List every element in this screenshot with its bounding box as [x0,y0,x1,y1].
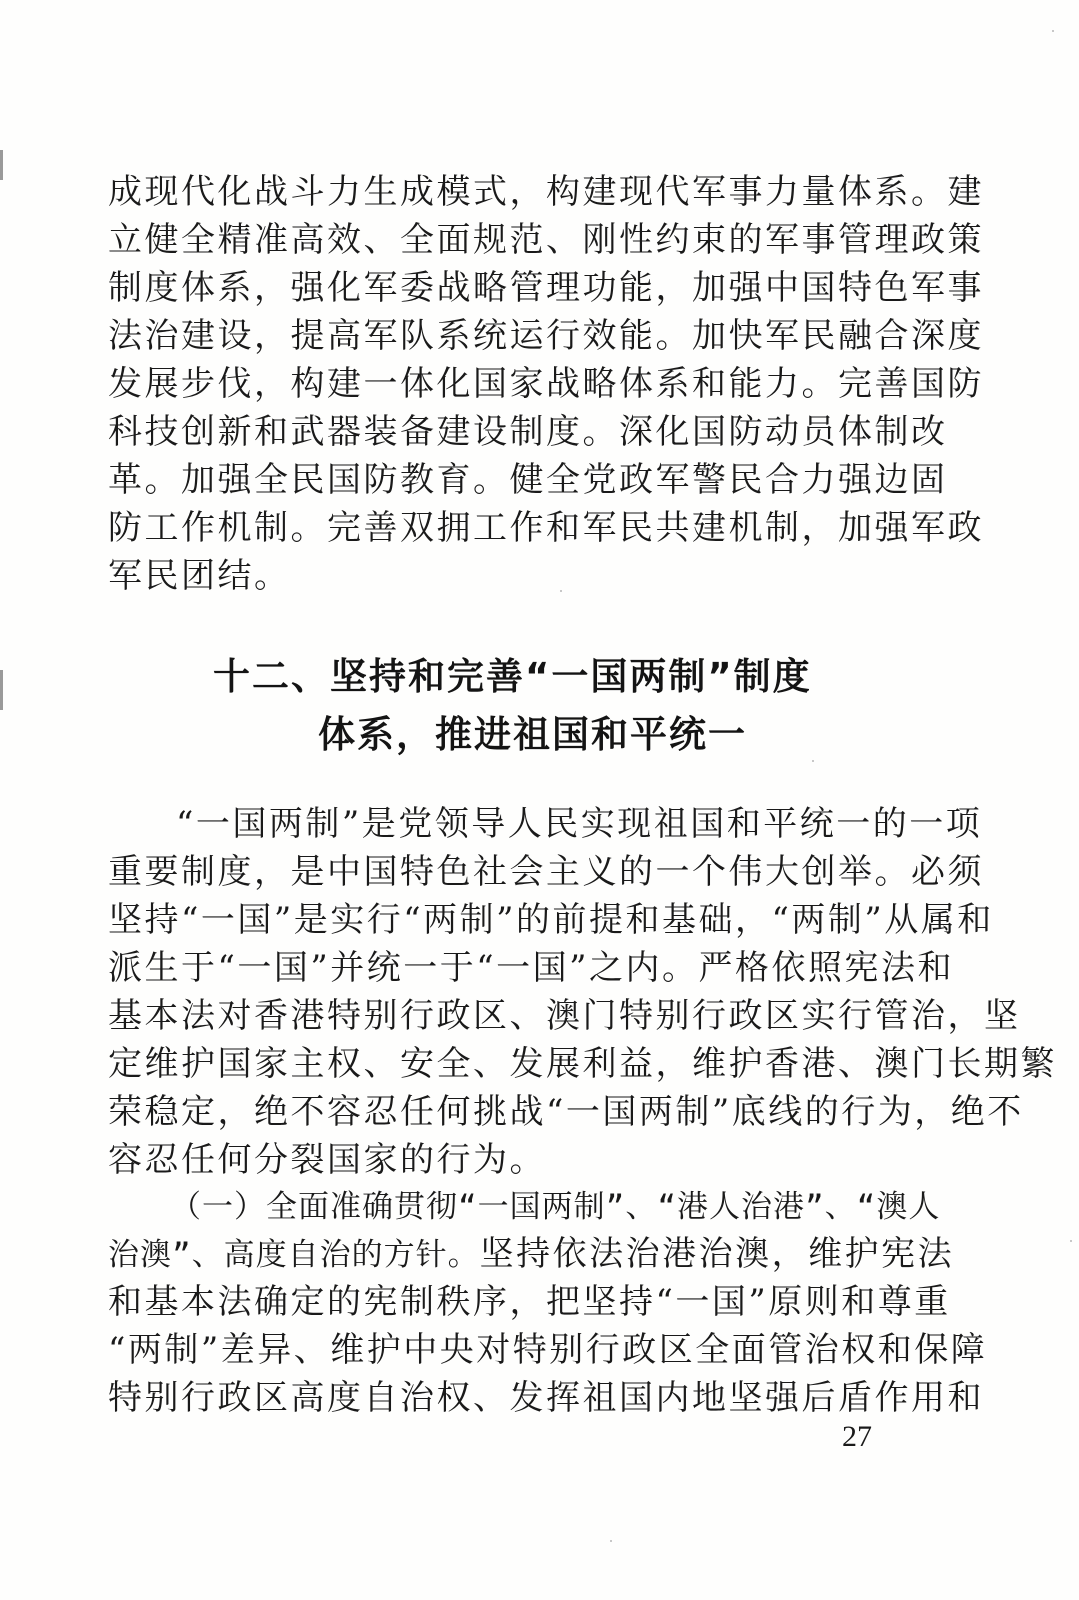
text-line: 防工作机制。完善双拥工作和军民共建机制，加强军政 [108,508,984,548]
section-heading [0,648,1079,764]
text-line: 军民团结。 [108,556,291,596]
scan-speck [1070,1240,1072,1242]
scan-speck [1052,30,1054,32]
text-line [108,1230,955,1278]
text-line: 法治建设，提高军队系统运行效能。加快军民融合深度 [108,316,984,356]
text-line: 定维护国家主权、安全、发展利益，维护香港、澳门长期繁 [108,1044,1057,1084]
text-line: 容忍任何分裂国家的行为。 [108,1140,546,1180]
text-line: 科技创新和武器装备建设制度。深化国防动员体制改 [108,412,948,452]
scan-speck [610,1540,612,1542]
paragraph-subsection-one [108,1182,988,1422]
text-line: 特别行政区高度自治权、发挥祖国内地坚强后盾作用和 [108,1378,984,1418]
subsection-title-part-1: （一）全面准确贯彻“一国两制”、“港人治港”、“澳人 [170,1189,941,1225]
page-number: 27 [842,1420,872,1453]
text-line: 重要制度，是中国特色社会主义的一个伟大创举。必须 [108,852,984,892]
subsection-title-part-2: 治澳”、高度自治的方针。 [108,1237,480,1273]
paragraph-one-country-two-systems [108,800,1057,1184]
text-line: 立健全精准高效、全面规范、刚性约束的军事管理政策 [108,220,984,260]
text-line: 基本法对香港特别行政区、澳门特别行政区实行管治，坚 [108,996,1021,1036]
text-line: 和基本法确定的宪制秩序，把坚持“一国”原则和尊重 [108,1282,951,1322]
text-line: 派生于“一国”并统一于“一国”之内。严格依照宪法和 [108,948,955,988]
text-line: 荣稳定，绝不容忍任何挑战“一国两制”底线的行为，绝不 [108,1092,1024,1132]
text-line: “两制”差异、维护中央对特别行政区全面管治权和保障 [108,1330,988,1370]
text-line: 革。加强全民国防教育。健全党政军警民合力强边固 [108,460,948,500]
text-line: 成现代化战斗力生成模式，构建现代军事力量体系。建 [108,172,984,212]
text-line: 坚持“一国”是实行“两制”的前提和基础，“两制”从属和 [108,900,994,940]
section-heading-line-1: 十二、坚持和完善“一国两制”制度 [213,655,812,698]
section-heading-line-2: 体系，推进祖国和平统一 [318,713,747,756]
text-line [108,1182,941,1230]
text-line: “一国两制”是党领导人民实现祖国和平统一的一项 [176,804,983,844]
text-line: 制度体系，强化军委战略管理功能，加强中国特色军事 [108,268,984,308]
scan-edge-mark [0,150,3,180]
text-line: 发展步伐，构建一体化国家战略体系和能力。完善国防 [108,364,984,404]
paragraph-military-system [108,168,984,600]
text-segment: 坚持依法治港治澳，维护宪法 [479,1234,955,1274]
